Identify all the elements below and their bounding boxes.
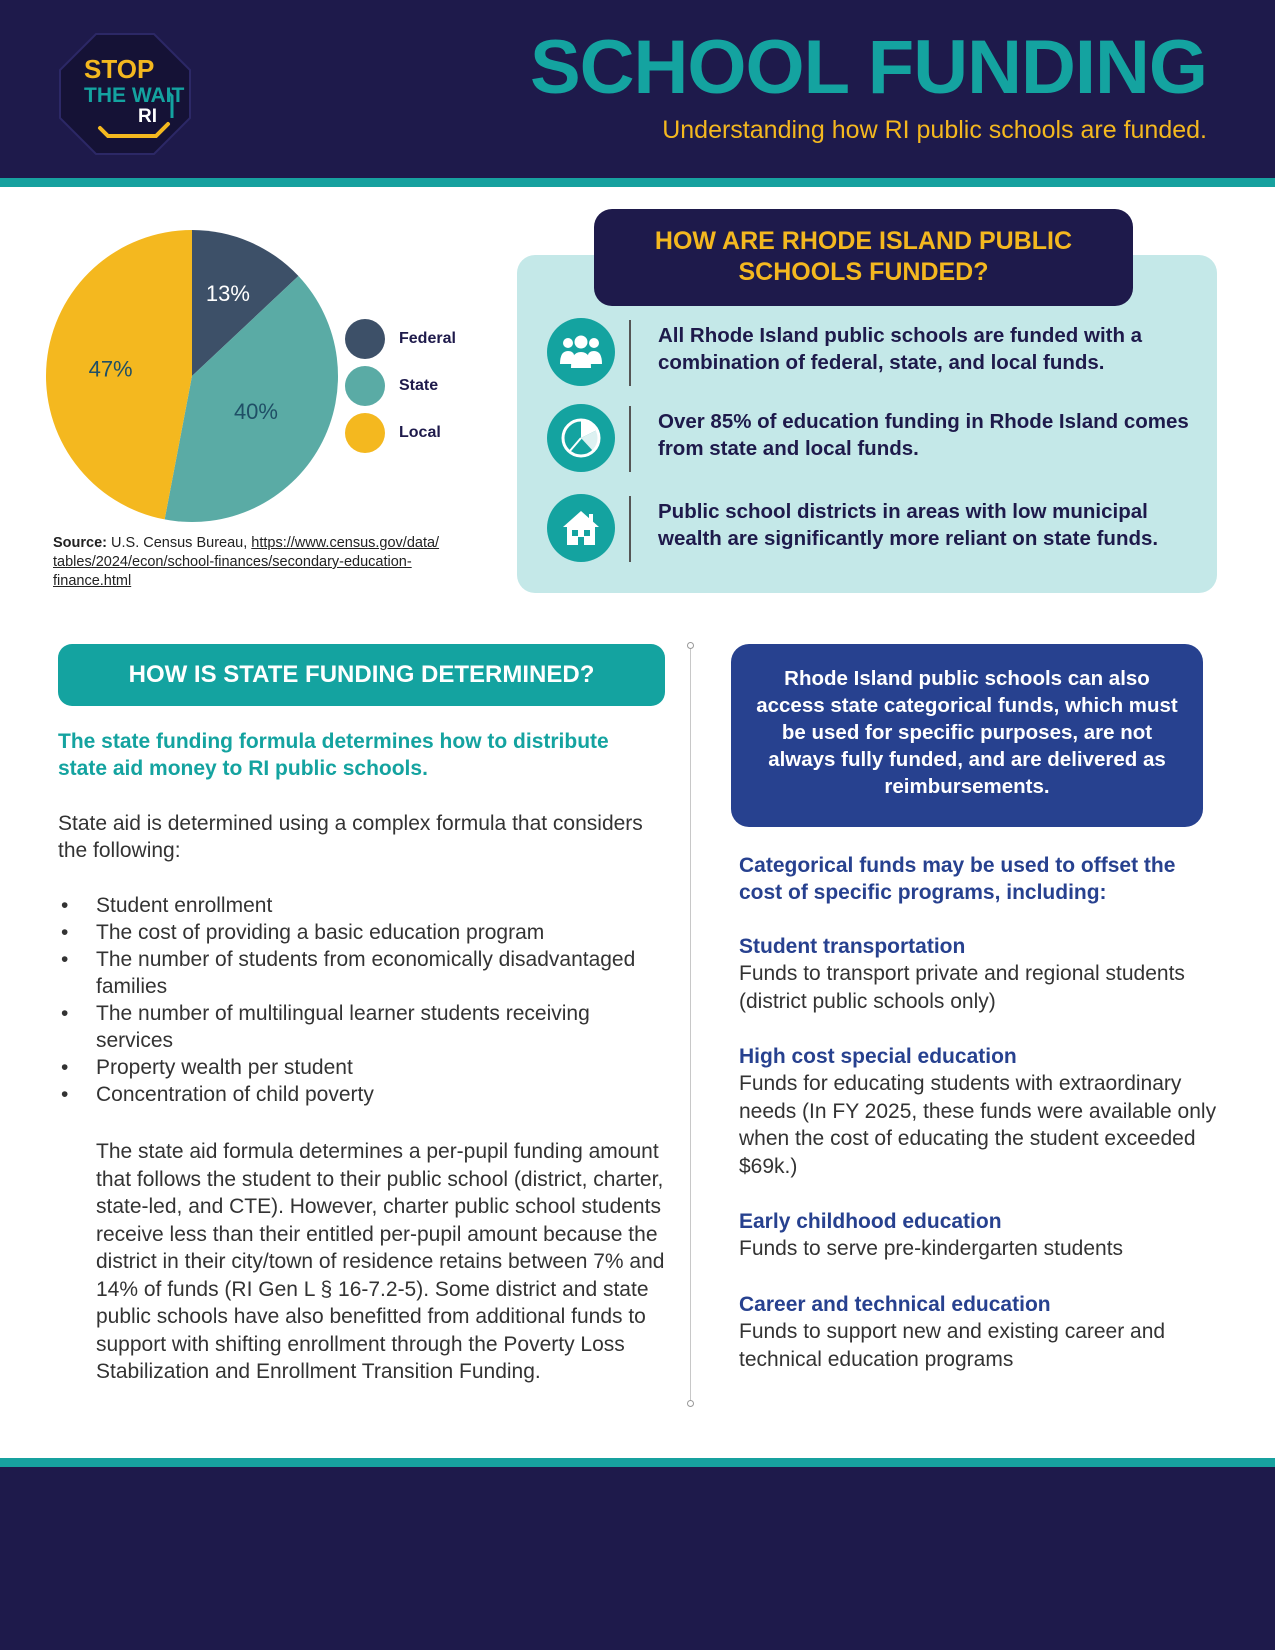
- state-funding-heading: HOW IS STATE FUNDING DETERMINED?: [58, 644, 665, 706]
- legend-item-federal: [345, 315, 456, 362]
- program-description: Funds to support new and existing career and technical education programs: [739, 1320, 1166, 1371]
- list-item: • Property wealth per student: [58, 1054, 668, 1081]
- pie-legend: [345, 315, 456, 456]
- program-career-technical-education: [739, 1291, 1219, 1373]
- people-icon: [547, 318, 615, 386]
- logo-line-ri: RI: [138, 106, 157, 127]
- fact-item-combination: [547, 318, 1207, 392]
- program-title: Early childhood education: [739, 1210, 1002, 1233]
- pie-chart-icon: [547, 404, 615, 472]
- state-funding-lead: The state funding formula determines how to distribute state aid money to RI public schools.: [58, 730, 609, 780]
- categorical-funds-callout: Rhode Island public schools can also access state categorical funds, which must be used for specific purposes, are not always fully funded, and are delivered as reimbursements.: [731, 644, 1203, 827]
- header-divider: [0, 178, 1275, 187]
- funding-pie-chart: [44, 228, 340, 524]
- legend-swatch-federal: [345, 319, 385, 359]
- fact-divider: [629, 406, 631, 472]
- footer-banner: [0, 1467, 1275, 1650]
- legend-item-state: [345, 362, 456, 409]
- legend-swatch-local: [345, 413, 385, 453]
- categorical-funds-lead: Categorical funds may be used to offset the cost of specific programs, including:: [739, 854, 1176, 904]
- page-title: SCHOOL FUNDING: [529, 25, 1207, 110]
- fact-text: All Rhode Island public schools are funded with a combination of federal, state, and local funds.: [658, 324, 1143, 374]
- formula-factors-list: [58, 892, 668, 1108]
- source-label: Source:: [53, 535, 107, 551]
- funding-facts-title: HOW ARE RHODE ISLAND PUBLIC SCHOOLS FUNDED?: [594, 209, 1133, 306]
- stop-the-wait-ri-logo: [58, 32, 192, 156]
- state-aid-paragraph: The state aid formula determines a per-pupil funding amount that follows the student to their public school (district, charter, state-led, and CTE). However, charter public school students receive less than their entitled per-pupil amount because the district in their city/town of residence retains between 7% and 14% of funds (RI Gen L § 16-7.2-5). Some district and state public schools have also benefitted from additional funds to support with shifting enrollment through the Poverty Loss Stabilization and Enrollment Transition Funding.: [96, 1140, 665, 1383]
- logo-line-stop: STOP: [84, 54, 155, 84]
- legend-label-state: State: [399, 376, 439, 394]
- legend-label-local: Local: [399, 423, 441, 441]
- list-item: • Concentration of child poverty: [58, 1081, 668, 1108]
- column-divider: [690, 646, 691, 1404]
- fact-item-state-local: [547, 404, 1207, 478]
- source-link-line-1: https://www.census.gov/data/: [251, 535, 440, 551]
- divider-end-dot: [687, 1400, 694, 1407]
- list-item: • Student enrollment: [58, 892, 668, 919]
- list-item: • The number of students from economically disadvantaged families: [58, 946, 668, 1000]
- fact-text: Public school districts in areas with low municipal wealth are significantly more reliant on state funds.: [658, 500, 1159, 550]
- program-title: High cost special education: [739, 1045, 1017, 1068]
- fact-divider: [629, 496, 631, 562]
- program-description: Funds to transport private and regional students (district public schools only): [739, 962, 1185, 1013]
- source-link-line-3: finance.html: [53, 573, 132, 589]
- page-subtitle: Understanding how RI public schools are funded.: [662, 116, 1207, 144]
- pie-label-local: 47%: [88, 356, 133, 382]
- program-description: Funds to serve pre-kindergarten students: [739, 1237, 1124, 1260]
- source-link-line-2: tables/2024/econ/school-finances/secondary-education-: [53, 554, 412, 570]
- program-description: Funds for educating students with extraordinary needs (In FY 2025, these funds were available only when the cost of educating the student exceeded $69k.): [739, 1072, 1217, 1178]
- state-funding-intro: State aid is determined using a complex formula that considers the following:: [58, 812, 643, 862]
- pie-label-state: 40%: [233, 399, 278, 425]
- legend-swatch-state: [345, 366, 385, 406]
- header-banner: [0, 0, 1275, 178]
- list-item: • The cost of providing a basic education program: [58, 919, 668, 946]
- pie-label-federal: 13%: [205, 280, 250, 306]
- divider-end-dot: [687, 642, 694, 649]
- logo-line-the-wait: THE WAIT: [84, 84, 185, 107]
- program-student-transportation: [739, 933, 1219, 1015]
- program-early-childhood-education: [739, 1208, 1219, 1263]
- program-title: Career and technical education: [739, 1293, 1051, 1316]
- program-title: Student transportation: [739, 935, 966, 958]
- fact-divider: [629, 320, 631, 386]
- house-icon: [547, 494, 615, 562]
- chart-source: [53, 534, 493, 591]
- source-text: U.S. Census Bureau,: [111, 535, 248, 551]
- fact-text: Over 85% of education funding in Rhode Island comes from state and local funds.: [658, 410, 1189, 460]
- list-item: • The number of multilingual learner students receiving services: [58, 1000, 668, 1054]
- legend-item-local: [345, 409, 456, 456]
- fact-item-municipal-wealth: [547, 494, 1207, 568]
- footer-divider: [0, 1458, 1275, 1467]
- program-high-cost-special-education: [739, 1043, 1219, 1180]
- legend-label-federal: Federal: [399, 329, 456, 347]
